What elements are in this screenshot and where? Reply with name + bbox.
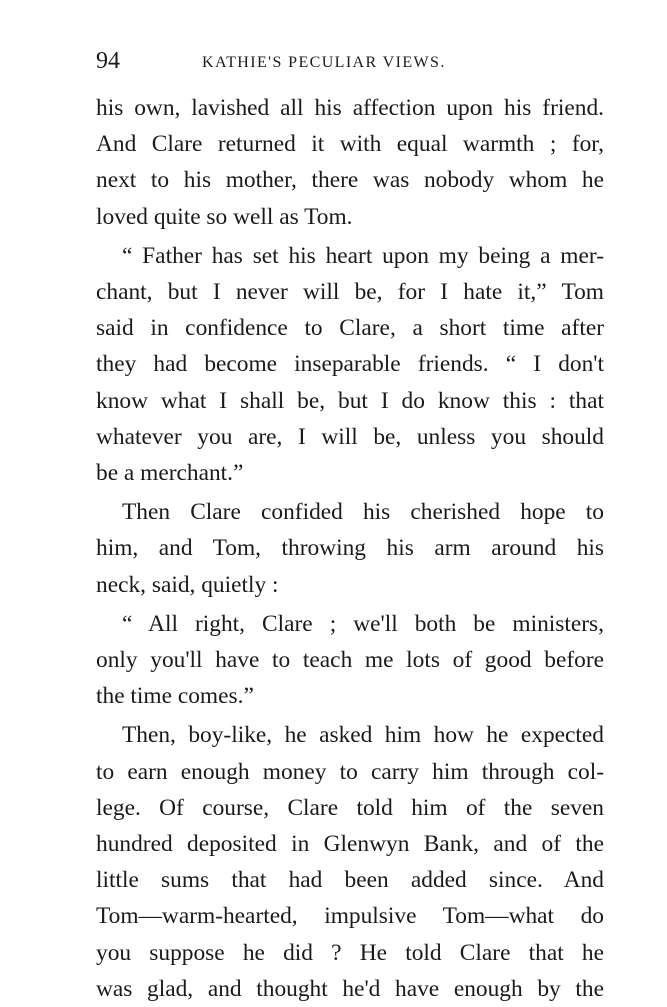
page-number: 94 — [96, 48, 120, 74]
text-line: they had become inseparable friends. “ I don't — [96, 351, 604, 378]
text-line: whatever you are, I will be, unless you should — [96, 423, 604, 450]
running-title: KATHIE'S PECULIAR VIEWS. — [202, 54, 446, 71]
running-head — [96, 44, 604, 78]
text-line: his own, lavished all his affection upon his friend. — [96, 95, 604, 121]
text-line: know what I shall be, but I do know this : that — [96, 387, 604, 414]
text-line: little sums that had been added since. And — [96, 867, 604, 894]
text-line: the time comes.” — [96, 683, 254, 710]
text-line: neck, said, quietly : — [96, 571, 279, 598]
book-page — [96, 44, 604, 1007]
text-line: lege. Of course, Clare told him of the seven — [96, 794, 604, 821]
text-line: “ All right, Clare ; we'll both be ministers, — [122, 610, 604, 637]
text-line: And Clare returned it with equal warmth ; for, — [96, 131, 604, 158]
text-line: only you'll have to teach me lots of good before — [96, 647, 604, 674]
text-line: to earn enough money to carry him through col- — [96, 758, 604, 785]
text-line: was glad, and thought he'd have enough by the — [96, 975, 604, 1002]
text-line: Then, boy-like, he asked him how he expected — [122, 722, 604, 749]
text-line: said in confidence to Clare, a short time after — [96, 315, 604, 342]
text-line: hundred deposited in Glenwyn Bank, and of the — [96, 831, 604, 858]
text-line: him, and Tom, throwing his arm around his — [96, 535, 604, 562]
text-line: chant, but I never will be, for I hate it,” Tom — [96, 279, 604, 306]
text-line: Then Clare confided his cherished hope to — [122, 499, 604, 526]
text-line: “ Father has set his heart upon my being a mer- — [122, 242, 604, 269]
text-line: loved quite so well as Tom. — [96, 203, 353, 230]
text-line: you suppose he did ? He told Clare that he — [96, 939, 604, 966]
text-line: Tom—warm-hearted, impulsive Tom—what do — [96, 903, 604, 930]
text-line: be a merchant.” — [96, 460, 244, 487]
body-text — [96, 90, 604, 1007]
text-line: next to his mother, there was nobody whom he — [96, 167, 604, 194]
